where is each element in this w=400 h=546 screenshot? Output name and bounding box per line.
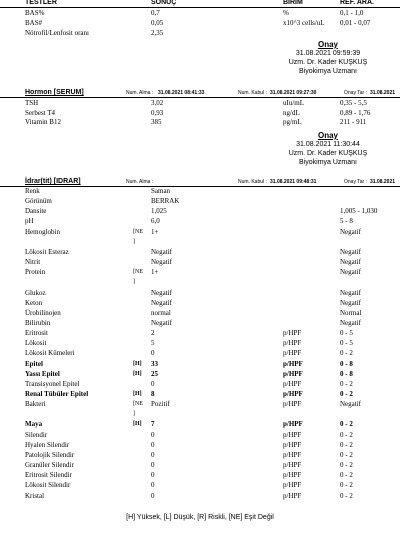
- reference-range: 0 - 2: [340, 420, 353, 429]
- onay-label: Onay Tar :: [344, 179, 367, 185]
- reference-range: 211 - 911: [340, 118, 367, 126]
- result-flag: [H]: [133, 391, 142, 397]
- result-row: [0, 238, 400, 247]
- result-unit: p/HPF: [283, 461, 302, 470]
- test-name: Renk: [25, 187, 40, 195]
- result-value: 0: [151, 440, 155, 449]
- reference-range: 0 - 2: [340, 430, 353, 439]
- test-name: Granüler Silendir: [25, 461, 74, 470]
- result-row: [0, 248, 400, 257]
- result-row: [0, 370, 400, 379]
- result-row: [0, 207, 400, 216]
- test-name: Hemoglobin: [25, 227, 60, 236]
- result-value: 0: [151, 481, 155, 490]
- result-value: 7: [151, 420, 155, 429]
- header-sonuc: SONUÇ: [151, 0, 177, 6]
- result-value: 25: [151, 369, 158, 378]
- reference-range: 0 - 2: [340, 461, 353, 470]
- header-birim: BİRİM: [283, 0, 303, 6]
- test-name: Epitel: [25, 359, 43, 368]
- reference-range: 0 - 2: [340, 481, 353, 490]
- result-unit: p/HPF: [283, 430, 302, 439]
- section-title: Hormon [SERUM]: [25, 89, 84, 96]
- test-name: Glukoz: [25, 288, 46, 297]
- result-row: [0, 390, 400, 399]
- reference-range: 0,1 - 1,0: [340, 9, 364, 17]
- result-value: 0: [151, 461, 155, 470]
- kabul-date: 31.08.2021 09:48:31: [270, 179, 317, 185]
- result-unit: p/HPF: [283, 450, 302, 459]
- test-name: BAS#: [25, 19, 43, 27]
- test-name: Ürobilinojen: [25, 308, 61, 317]
- result-flag: [H]: [133, 421, 142, 428]
- test-name: Lökosit Kümeleri: [25, 349, 75, 358]
- result-row: [0, 9, 400, 18]
- approval-doctor: Uzm. Dr. Kader KUŞKUŞ: [288, 150, 368, 157]
- test-name: Nötrofil/Lenfosit oranı: [25, 29, 89, 37]
- result-row: [0, 197, 400, 206]
- header-testler: TESTLER: [25, 0, 57, 6]
- result-unit: p/HPF: [283, 420, 303, 429]
- test-name: Dansite: [25, 207, 47, 216]
- test-name: Lökosit Silendir: [25, 481, 71, 490]
- result-row: [0, 451, 400, 460]
- test-name: Renal Tübüler Epitel: [25, 390, 89, 398]
- reference-range: Negatif: [340, 318, 361, 327]
- result-value: 0,7: [151, 9, 160, 17]
- alma-date: 31.08.2021 08:41:33: [158, 90, 205, 96]
- result-row: [0, 329, 400, 338]
- result-row: [0, 258, 400, 267]
- result-flag: [NE: [133, 269, 143, 276]
- reference-range: 0,89 - 1,76: [340, 108, 371, 117]
- result-value: 2,35: [151, 29, 164, 37]
- result-value: 5: [151, 339, 155, 348]
- approval-title: Onay: [317, 131, 338, 140]
- result-flag: ]: [133, 411, 135, 418]
- result-value: 0: [151, 379, 155, 388]
- result-unit: p/HPF: [283, 471, 302, 480]
- result-flag: [NE: [133, 401, 143, 408]
- reference-range: Negatif: [340, 268, 361, 277]
- result-value: 1+: [151, 227, 159, 236]
- result-row: [0, 410, 400, 419]
- result-row: [0, 299, 400, 308]
- result-unit: pg/mL: [283, 118, 302, 126]
- reference-range: 0,35 - 5,5: [340, 99, 367, 107]
- section-title: İdrar(tit) [IDRAR]: [25, 178, 81, 185]
- approval-datetime: 31.08.2021 11:30:44: [296, 141, 360, 148]
- result-value: 0: [151, 471, 155, 480]
- result-unit: p/HPF: [283, 369, 303, 378]
- reference-range: Negatif: [340, 258, 361, 267]
- result-flag: [H]: [133, 370, 142, 377]
- result-value: Pozitif: [151, 400, 170, 409]
- result-row: [0, 109, 400, 118]
- result-row: [0, 492, 400, 501]
- onay-label: Onay Tar :: [344, 90, 367, 96]
- reference-range: 0 - 8: [340, 359, 353, 368]
- reference-range: Negatif: [340, 400, 361, 409]
- result-value: 3,02: [151, 99, 164, 107]
- reference-range: 5 - 8: [340, 217, 353, 226]
- result-value: 1+: [151, 268, 159, 277]
- test-name: Lökosit: [25, 339, 47, 348]
- result-row: [0, 319, 400, 328]
- result-row: [0, 19, 400, 28]
- result-row: [0, 187, 400, 196]
- reference-range: 0 - 2: [340, 450, 353, 459]
- approval-role: Biyokimya Uzmanı: [299, 159, 357, 166]
- result-value: 0: [151, 491, 155, 500]
- test-name: Patolojik Silendir: [25, 450, 75, 459]
- reference-range: 0 - 2: [340, 379, 353, 388]
- test-name: Serbest T4: [25, 108, 56, 117]
- result-value: 8: [151, 390, 155, 398]
- flag-legend: [H] Yüksek, [L] Düşük, [R] Riskli, [NE] Eşit Değil: [126, 514, 274, 521]
- reference-range: 1,005 - 1,030: [340, 207, 378, 216]
- result-row: [0, 481, 400, 490]
- reference-range: 0 - 2: [340, 471, 353, 480]
- result-flag: ]: [133, 279, 135, 286]
- result-row: [0, 99, 400, 108]
- test-name: Lökosit Esteraz: [25, 247, 69, 256]
- result-value: 0: [151, 430, 155, 439]
- result-value: Negatif: [151, 258, 172, 267]
- result-flag: [NE: [133, 228, 143, 235]
- result-unit: p/HPF: [283, 491, 302, 500]
- result-row: [0, 400, 400, 409]
- test-name: Protein: [25, 268, 46, 277]
- result-unit: p/HPF: [283, 329, 302, 338]
- test-name: TSH: [25, 99, 39, 107]
- header-ref: REF. ARA.: [340, 0, 374, 6]
- result-value: 33: [151, 359, 158, 368]
- result-row: [0, 420, 400, 429]
- test-name: Maya: [25, 420, 43, 429]
- reference-range: 0 - 2: [340, 491, 353, 500]
- test-name: Eritrosit: [25, 329, 48, 338]
- approval-role: Biyokimya Uzmanı: [299, 68, 357, 75]
- alma-label: Num. Alma :: [126, 90, 154, 96]
- result-value: BERRAK: [151, 197, 180, 206]
- result-unit: p/HPF: [283, 440, 302, 449]
- result-unit: p/HPF: [283, 379, 302, 388]
- result-row: [0, 461, 400, 470]
- result-value: 0: [151, 450, 155, 459]
- result-row: [0, 289, 400, 298]
- reference-range: Normal: [340, 308, 362, 317]
- test-name: Silendir: [25, 430, 48, 439]
- test-name: Yassı Epitel: [25, 369, 60, 378]
- reference-range: 0 - 5: [340, 329, 353, 338]
- test-name: Transisyonel Epitel: [25, 379, 80, 388]
- onay-date: 31.08.2021: [370, 179, 396, 185]
- result-value: Negatif: [151, 298, 172, 307]
- result-row: [0, 118, 400, 127]
- result-row: [0, 471, 400, 480]
- result-value: Negatif: [151, 318, 172, 327]
- result-row: [0, 309, 400, 318]
- result-value: 0,05: [151, 19, 164, 27]
- reference-range: Negatif: [340, 298, 361, 307]
- header-rule: [0, 7, 400, 8]
- result-unit: p/HPF: [283, 339, 302, 348]
- result-unit: p/HPF: [283, 349, 302, 358]
- result-unit: uIu/mL: [283, 99, 304, 107]
- result-row: [0, 431, 400, 440]
- result-value: normal: [151, 308, 171, 317]
- approval-block-1: [268, 40, 388, 76]
- result-row: [0, 268, 400, 277]
- approval-doctor: Uzm. Dr. Kader KUŞKUŞ: [288, 59, 368, 66]
- result-value: 2: [151, 329, 155, 338]
- result-value: 6,0: [151, 217, 160, 226]
- result-unit: p/HPF: [283, 481, 302, 490]
- result-unit: p/HPF: [283, 400, 302, 409]
- approval-title: Onay: [317, 40, 338, 49]
- onay-date: 31.08.2021: [370, 90, 396, 96]
- result-value: Negatif: [151, 288, 172, 297]
- result-row: [0, 217, 400, 226]
- result-unit: x10^3 cells/uL: [283, 19, 325, 27]
- reference-range: Negatif: [340, 227, 361, 236]
- approval-block-2: [268, 131, 388, 167]
- result-value: 0: [151, 349, 155, 358]
- result-row: [0, 339, 400, 348]
- result-row: [0, 29, 400, 38]
- approval-datetime: 31.08.2021 09:59:39: [295, 50, 361, 57]
- kabul-label: Num. Kabul :: [238, 90, 267, 96]
- reference-range: 0 - 8: [340, 369, 353, 378]
- test-name: BAS%: [25, 9, 45, 17]
- result-value: 0,93: [151, 108, 164, 117]
- result-value: 1,025: [151, 207, 167, 216]
- test-name: Bilirubin: [25, 318, 51, 327]
- result-row: [0, 228, 400, 237]
- test-name: Hyalen Silendir: [25, 440, 70, 449]
- result-unit: %: [283, 9, 289, 17]
- result-row: [0, 349, 400, 358]
- result-unit: p/HPF: [283, 359, 303, 368]
- reference-range: 0 - 2: [340, 440, 353, 449]
- kabul-label: Num. Kabul :: [238, 179, 267, 185]
- reference-range: 0,01 - 0,07: [340, 19, 371, 27]
- test-name: Nitrit: [25, 258, 41, 267]
- result-row: [0, 278, 400, 287]
- result-unit: p/HPF: [283, 390, 303, 398]
- alma-label: Num. Alma :: [126, 179, 154, 185]
- result-row: [0, 441, 400, 450]
- test-name: Bakteri: [25, 400, 46, 409]
- result-flag: [H]: [133, 360, 142, 367]
- result-row: [0, 360, 400, 369]
- result-value: Saman: [151, 187, 171, 195]
- reference-range: 0 - 5: [340, 339, 353, 348]
- result-value: Negatif: [151, 247, 172, 256]
- test-name: Eritrosit Silendir: [25, 471, 72, 480]
- reference-range: Negatif: [340, 288, 361, 297]
- result-row: [0, 380, 400, 389]
- result-unit: ng/dL: [283, 108, 300, 117]
- section-rule: [0, 97, 400, 98]
- reference-range: 0 - 2: [340, 349, 353, 358]
- reference-range: Negatif: [340, 247, 361, 256]
- test-name: Görünüm: [25, 197, 52, 206]
- test-name: pH: [25, 217, 34, 226]
- result-flag: ]: [133, 238, 135, 245]
- test-name: Kristal: [25, 491, 45, 500]
- result-value: 385: [151, 118, 162, 126]
- kabul-date: 31.08.2021 09:27:30: [270, 90, 317, 96]
- test-name: Keton: [25, 298, 43, 307]
- test-name: Vitamin B12: [25, 118, 61, 126]
- reference-range: 0 - 2: [340, 390, 353, 398]
